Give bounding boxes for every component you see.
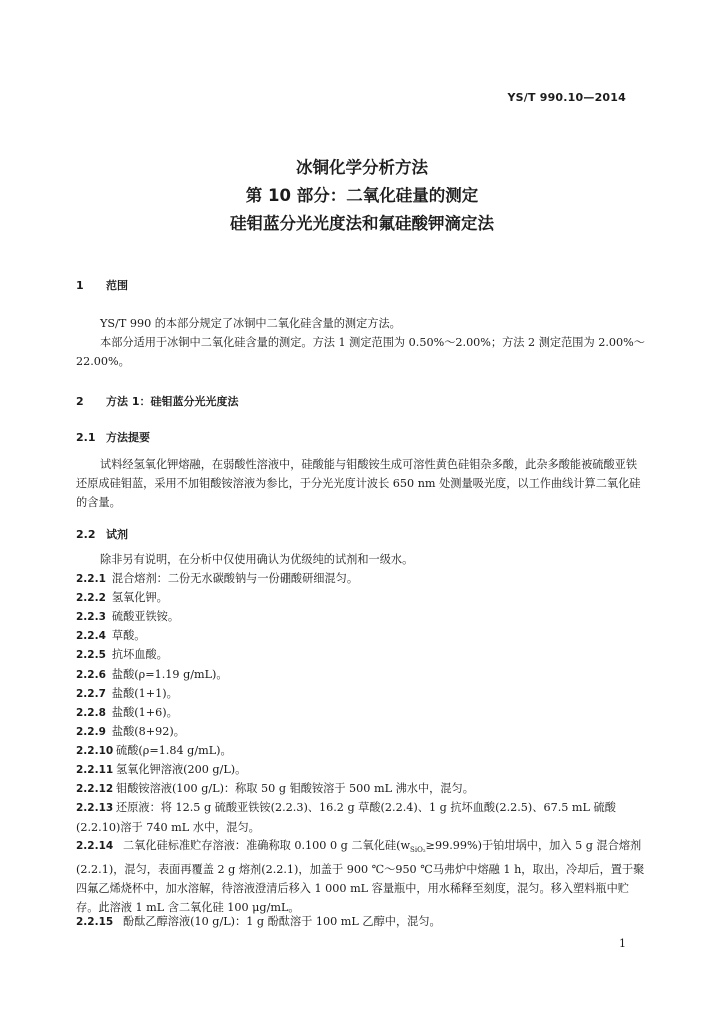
list-item	[76, 836, 647, 917]
section-2-heading	[76, 393, 238, 409]
paragraph: 除非另有说明，在分析中仅使用确认为优级纯的试剂和一级水。	[100, 553, 414, 566]
list-item	[76, 703, 647, 723]
item-number: 2.2.1	[76, 573, 106, 585]
item-text: ≥99.99%)于铂坩埚中，加入 5 g 混合熔剂(2.2.1)，混匀，表面再覆盖 2 g 熔剂(2.2.1)，加盖于 900 ℃～950 ℃马弗炉中熔融 1 h，取出，冷却后，置于聚四氟乙烯烧杯中，加水溶解，待溶液澄清后移入 1 000 mL 容量瓶中，用水稀释至刻度，混匀。移入塑料瓶中贮存。此溶液 1 mL 含二氧化硅 100 μg/mL。	[76, 839, 645, 915]
item-text: 盐酸(8+92)。	[111, 725, 185, 738]
item-text: 氢氧化钾。	[111, 591, 168, 604]
item-text: 盐酸(1+6)。	[111, 706, 178, 719]
section-number: 2	[76, 395, 84, 408]
list-item	[76, 912, 647, 932]
item-text: 二氧化硅标准贮存溶液：准确称取 0.100 0 g 二氧化硅(w	[123, 839, 411, 852]
document-title-line-2: 第 10 部分：二氧化硅量的测定	[245, 186, 479, 205]
standard-number: YS/T 990.10—2014	[507, 91, 626, 104]
list-item	[76, 779, 647, 799]
item-number: 2.2.13	[76, 802, 114, 814]
item-number: 2.2.5	[76, 649, 106, 661]
item-number: 2.2.11	[76, 764, 114, 776]
item-number: 2.2.8	[76, 707, 106, 719]
item-subscript: SiO₂	[410, 846, 426, 855]
item-number: 2.2.3	[76, 611, 106, 623]
item-text: 还原液：将 12.5 g 硫酸亚铁铵(2.2.3)、16.2 g 草酸(2.2.4)、1 g 抗坏血酸(2.2.5)、67.5 mL 硫酸(2.2.10)溶于 740 mL 水中，混匀。	[76, 801, 616, 834]
section-title: 试剂	[106, 528, 128, 541]
document-title-line-3: 硅钼蓝分光光度法和氟硅酸钾滴定法	[230, 214, 494, 233]
list-item	[76, 722, 647, 742]
section-1-heading	[76, 277, 128, 293]
list-item	[76, 760, 647, 780]
list-item	[76, 798, 647, 837]
item-text: 硫酸亚铁铵。	[111, 610, 180, 623]
item-text: 氢氧化钾溶液(200 g/L)。	[116, 763, 247, 776]
list-item	[76, 684, 647, 704]
section-number: 1	[76, 279, 84, 292]
paragraph: YS/T 990 的本部分规定了冰铜中二氧化硅含量的测定方法。	[100, 317, 401, 330]
list-item	[76, 569, 647, 589]
section-title: 范围	[106, 279, 128, 292]
list-item	[76, 626, 647, 646]
item-text: 盐酸(ρ=1.19 g/mL)。	[111, 668, 228, 681]
section-number: 2.1	[76, 431, 96, 444]
page-number: 1	[619, 937, 626, 950]
list-item	[76, 645, 647, 665]
item-number: 2.2.12	[76, 783, 114, 795]
item-text: 盐酸(1+1)。	[111, 687, 178, 700]
item-number: 2.2.6	[76, 669, 106, 681]
section-2-1-heading	[76, 429, 150, 445]
list-item	[76, 741, 647, 761]
document-title-line-1: 冰铜化学分析方法	[296, 158, 428, 177]
section-title: 方法提要	[106, 431, 150, 444]
item-number: 2.2.10	[76, 745, 114, 757]
item-number: 2.2.7	[76, 688, 106, 700]
list-item	[76, 588, 647, 608]
paragraph: 试料经氢氧化钾熔融，在弱酸性溶液中，硅酸能与钼酸铵生成可溶性黄色硅钼杂多酸，此杂多酸能被硫酸亚铁还原成硅钼蓝，采用不加钼酸铵溶液为参比，于分光光度计波长 650 nm 处测量吸光度，以工作曲线计算二氧化硅的含量。	[76, 458, 641, 509]
paragraph: 本部分适用于冰铜中二氧化硅含量的测定。方法 1 测定范围为 0.50%～2.00%；方法 2 测定范围为 2.00%～22.00%。	[76, 336, 645, 368]
item-number: 2.2.15	[76, 916, 114, 928]
item-number: 2.2.9	[76, 726, 106, 738]
item-text: 抗坏血酸。	[111, 648, 168, 661]
item-number: 2.2.4	[76, 630, 106, 642]
list-item	[76, 665, 647, 685]
item-text: 钼酸铵溶液(100 g/L)：称取 50 g 钼酸铵溶于 500 mL 沸水中，混匀。	[116, 782, 474, 795]
item-text: 草酸。	[111, 629, 146, 642]
section-number: 2.2	[76, 528, 96, 541]
item-text: 酚酞乙醇溶液(10 g/L)：1 g 酚酞溶于 100 mL 乙醇中，混匀。	[123, 915, 441, 928]
section-title: 方法 1：硅钼蓝分光光度法	[106, 395, 239, 408]
list-item	[76, 607, 647, 627]
item-text: 混合熔剂：二份无水碳酸钠与一份硼酸研细混匀。	[111, 572, 359, 585]
section-2-2-heading	[76, 526, 128, 542]
item-number: 2.2.2	[76, 592, 106, 604]
item-number: 2.2.14	[76, 840, 114, 852]
item-text: 硫酸(ρ=1.84 g/mL)。	[116, 744, 232, 757]
